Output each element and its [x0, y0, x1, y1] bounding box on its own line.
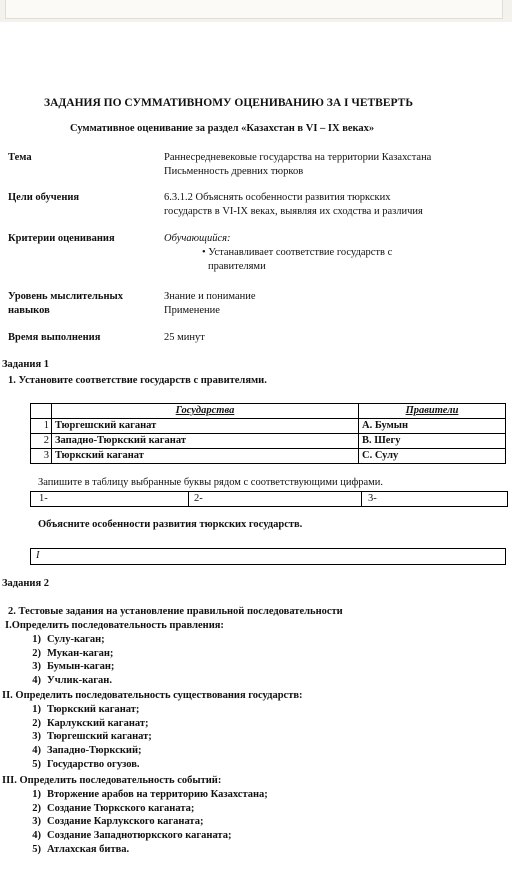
answer-divider [188, 492, 189, 506]
criteria-line-2: правителями [208, 261, 266, 272]
table-header-num [31, 404, 52, 419]
answer-grid[interactable] [30, 491, 508, 507]
part3-list [2, 774, 268, 857]
table-header-row [31, 404, 506, 419]
level-label-line-2: навыков [8, 305, 50, 316]
level-label-line-1: Уровень мыслительных [8, 291, 123, 302]
list-item: 3) Тюргешский каганат; [32, 731, 152, 743]
answer-box-value: I [36, 550, 40, 561]
task1-instruction: 1. Установите соответствие государств с правителями. [8, 375, 267, 386]
task1-heading: Задания 1 [2, 359, 50, 370]
list-item: 4) Создание Западнотюркского каганата; [32, 830, 232, 842]
page-subtitle: Суммативное оценивание за раздел «Казахстан в VI – IX веках» [70, 123, 375, 134]
list-item: 1) Тюркский каганат; [32, 703, 140, 715]
part1-list [5, 619, 224, 688]
level-line-2: Применение [164, 305, 220, 316]
answer-cell-1[interactable]: 1- [39, 493, 48, 504]
part2-title: II. Определить последовательность существования государств: [2, 690, 303, 701]
list-item: 2) Мукан-каган; [32, 647, 114, 659]
criteria-label: Критерии оценивания [8, 233, 115, 244]
state-cell: Западно-Тюркский каганат [52, 434, 359, 449]
time-value: 25 минут [164, 332, 205, 343]
part1-title: I.Определить последовательность правления: [5, 620, 224, 631]
answer-cell-3[interactable]: 3- [368, 493, 377, 504]
goals-line-2: государств в VI-IX веках, выявляя их сходства и различия [164, 206, 423, 217]
level-value [164, 290, 256, 318]
part2-list [2, 689, 303, 772]
list-item: 4) Западно-Тюркский; [32, 745, 142, 757]
goals-label: Цели обучения [8, 192, 80, 203]
task2-heading: Задания 2 [2, 578, 50, 589]
criteria-value [164, 232, 392, 274]
table-row [31, 434, 506, 449]
explain-prompt: Объясните особенности развития тюркских государств. [38, 519, 303, 530]
list-item: 1) Вторжение арабов на территорию Казахстана; [32, 788, 268, 800]
time-label: Время выполнения [8, 332, 101, 343]
table-header-rulers: Правители [359, 404, 506, 419]
ruler-cell: В. Шегу [359, 434, 506, 449]
table-row [31, 419, 506, 434]
task2-intro: 2. Тестовые задания на установление правильной последовательности [8, 606, 343, 617]
row-number: 1 [31, 419, 52, 434]
row-number: 2 [31, 434, 52, 449]
part3-title: III. Определить последовательность событий: [2, 775, 222, 786]
topic-value [164, 151, 431, 179]
explanation-answer-box[interactable] [30, 548, 506, 565]
topic-line-1: Раннесредневековые государства на территории Казахстана [164, 152, 432, 163]
list-item: 5) Атлахская битва. [32, 843, 130, 855]
answer-divider [361, 492, 362, 506]
page-title: ЗАДАНИЯ ПО СУММАТИВНОМУ ОЦЕНИВАНИЮ ЗА I ЧЕТВЕРТЬ [44, 97, 413, 109]
topic-line-2: Письменность древних тюрков [164, 166, 304, 177]
fill-instruction: Запишите в таблицу выбранные буквы рядом с соответствующими цифрами. [38, 477, 384, 488]
answer-cell-2[interactable]: 2- [194, 493, 203, 504]
ruler-cell: С. Сулу [359, 449, 506, 464]
topic-label: Тема [8, 152, 32, 163]
state-cell: Тюркский каганат [52, 449, 359, 464]
table-row [31, 449, 506, 464]
state-cell: Тюргешский каганат [52, 419, 359, 434]
list-item: 2) Карлукский каганат; [32, 717, 149, 729]
matching-table [30, 403, 506, 464]
list-item: 3) Бумын-каган; [32, 661, 115, 673]
list-item: 4) Учлик-каган. [32, 675, 112, 687]
list-item: 3) Создание Карлукского каганата; [32, 816, 204, 828]
criteria-line-1: • Устанавливает соответствие государств с [202, 247, 393, 258]
goals-value [164, 191, 423, 219]
level-label [8, 290, 123, 318]
list-item: 5) Государство огузов. [32, 758, 140, 770]
row-number: 3 [31, 449, 52, 464]
goals-line-1: 6.3.1.2 Объяснять особенности развития тюркских [164, 192, 391, 203]
list-item: 1) Сулу-каган; [32, 633, 105, 645]
level-line-1: Знание и понимание [164, 291, 256, 302]
table-header-states: Государства [52, 404, 359, 419]
top-frame [5, 0, 503, 19]
criteria-intro: Обучающийся: [164, 233, 231, 244]
list-item: 2) Создание Тюркского каганата; [32, 802, 195, 814]
ruler-cell: А. Бумын [359, 419, 506, 434]
